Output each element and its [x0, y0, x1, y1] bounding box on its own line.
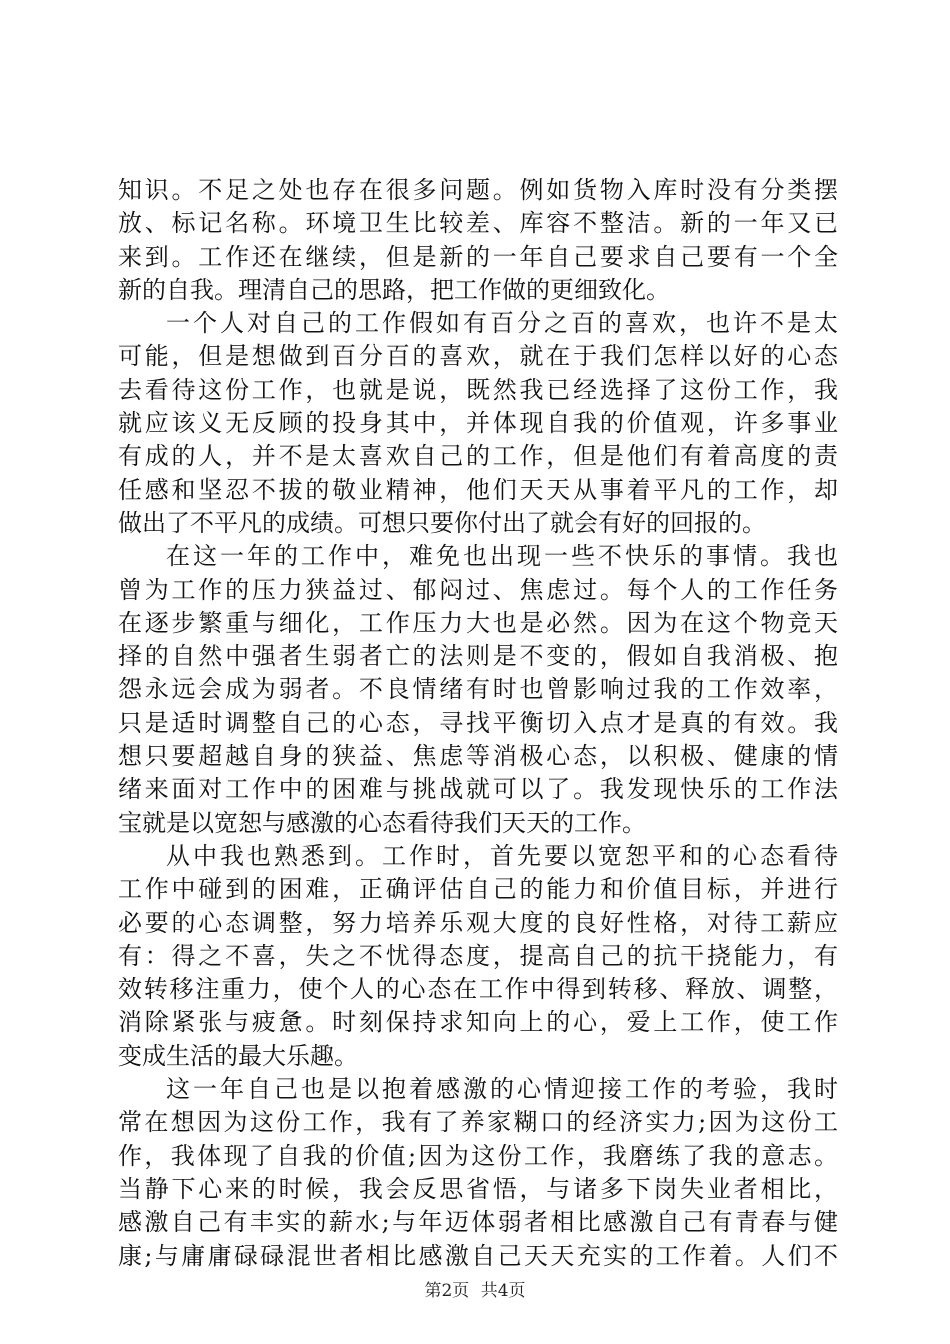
text-line: 任感和坚忍不拔的敬业精神，他们天天从事着平凡的工作，却	[118, 475, 838, 504]
text-line: 做出了不平凡的成绩。可想只要你付出了就会有好的回报的。	[118, 508, 766, 537]
text-line: 康;与庸庸碌碌混世者相比感激自己天天充实的工作着。人们不	[118, 1241, 838, 1270]
paragraph	[118, 840, 838, 1073]
text-line: 变成生活的最大乐趣。	[118, 1041, 358, 1070]
text-line: 常在想因为这份工作，我有了养家糊口的经济实力;因为这份工	[118, 1108, 838, 1137]
text-line: 想只要超越自身的狭益、焦虑等消极心态，以积极、健康的情	[118, 742, 838, 771]
text-line: 有成的人，并不是太喜欢自己的工作，但是他们有着高度的责	[118, 442, 838, 471]
text-line: 曾为工作的压力狭益过、郁闷过、焦虑过。每个人的工作任务	[118, 575, 838, 604]
text-line: 去看待这份工作，也就是说，既然我已经选择了这份工作，我	[118, 375, 838, 404]
text-line: 这一年自己也是以抱着感激的心情迎接工作的考验，我时	[166, 1075, 838, 1104]
text-line: 新的自我。理清自己的思路，把工作做的更细致化。	[118, 275, 670, 304]
text-line: 有：得之不喜，失之不忧得态度，提高自己的抗干挠能力，有	[118, 941, 838, 970]
text-line: 知识。不足之处也存在很多问题。例如货物入库时没有分类摆	[118, 176, 838, 204]
text-line: 当静下心来的时候，我会反思省悟，与诸多下岗失业者相比，	[118, 1174, 838, 1203]
text-line: 宝就是以宽恕与感激的心态看待我们天天的工作。	[118, 808, 646, 837]
text-line: 怨永远会成为弱者。不良情绪有时也曾影响过我的工作效率，	[118, 675, 838, 704]
page-total: 共4页	[480, 1281, 526, 1301]
text-line: 放、标记名称。环境卫生比较差、库容不整洁。新的一年又已	[118, 209, 838, 238]
paragraph	[118, 1073, 838, 1273]
body-text	[118, 174, 838, 1273]
text-line: 效转移注重力，使个人的心态在工作中得到转移、释放、调整，	[118, 975, 838, 1004]
text-line: 必要的心态调整，努力培养乐观大度的良好性格，对待工薪应	[118, 908, 838, 937]
text-line: 从中我也熟悉到。工作时，首先要以宽恕平和的心态看待	[166, 841, 838, 870]
page-footer	[0, 1276, 950, 1301]
text-line: 来到。工作还在继续，但是新的一年自己要求自己要有一个全	[118, 242, 838, 271]
paragraph	[118, 307, 838, 540]
text-line: 一个人对自己的工作假如有百分之百的喜欢，也许不是太	[166, 309, 838, 338]
text-line: 在逐步繁重与细化，工作压力大也是必然。因为在这个物竞天	[118, 608, 838, 637]
text-line: 就应该义无反顾的投身其中，并体现自我的价值观，许多事业	[118, 409, 838, 438]
paragraph	[118, 174, 838, 307]
text-line: 工作中碰到的困难，正确评估自己的能力和价值目标，并进行	[118, 875, 838, 904]
paragraph	[118, 540, 838, 840]
text-line: 择的自然中强者生弱者亡的法则是不变的，假如自我消极、抱	[118, 642, 838, 671]
text-line: 消除紧张与疲惫。时刻保持求知向上的心，爱上工作，使工作	[118, 1008, 838, 1037]
text-line: 作，我体现了自我的价值;因为这份工作，我磨练了我的意志。	[118, 1141, 838, 1170]
text-line: 绪来面对工作中的困难与挑战就可以了。我发现快乐的工作法	[118, 775, 838, 804]
text-line: 只是适时调整自己的心态，寻找平衡切入点才是真的有效。我	[118, 708, 838, 737]
page-number: 第2页	[424, 1281, 470, 1301]
text-line: 可能，但是想做到百分百的喜欢，就在于我们怎样以好的心态	[118, 342, 838, 371]
text-line: 感激自己有丰实的薪水;与年迈体弱者相比感激自己有青春与健	[118, 1208, 838, 1237]
text-line: 在这一年的工作中，难免也出现一些不快乐的事情。我也	[166, 542, 838, 571]
